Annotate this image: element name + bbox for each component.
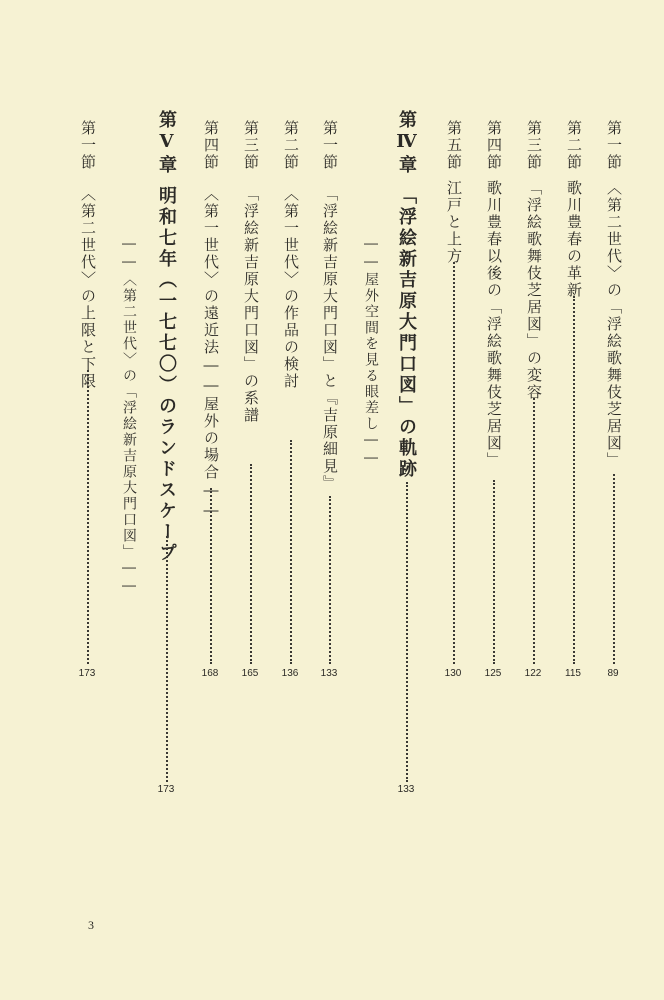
page-number: 136 bbox=[281, 668, 299, 679]
entry-title: 「浮絵新吉原大門口図」と『吉原細見』 bbox=[321, 186, 339, 492]
dot-leader bbox=[210, 488, 212, 664]
dot-leader bbox=[406, 482, 408, 782]
entry-label: 第四節 bbox=[485, 120, 503, 171]
dot-leader bbox=[329, 496, 331, 664]
chapter-subtitle: ――屋外空間を見る眼差し―― bbox=[363, 236, 379, 468]
dot-leader bbox=[290, 440, 292, 664]
entry-label: 第四節 bbox=[202, 120, 220, 171]
entry-title: 〈第一世代〉の遠近法――屋外の場合―― bbox=[202, 186, 220, 521]
dot-leader bbox=[166, 536, 168, 782]
dot-leader bbox=[613, 474, 615, 664]
entry-title: 「浮絵新吉原大門口図」の系譜 bbox=[242, 186, 260, 424]
dot-leader bbox=[453, 262, 455, 664]
entry-title: 歌川豊春の革新 bbox=[565, 180, 583, 299]
page-number: 168 bbox=[201, 668, 219, 679]
entry-label: 第一節 bbox=[321, 120, 339, 171]
dot-leader bbox=[533, 398, 535, 664]
entry-title: 〈第二世代〉の「浮絵歌舞伎芝居図」 bbox=[605, 180, 623, 469]
page-number: 173 bbox=[157, 784, 175, 795]
folio-page-number: 3 bbox=[88, 918, 94, 932]
chapter-subtitle: ――〈第二世代〉の「浮絵新吉原大門口図」―― bbox=[121, 236, 137, 596]
entry-title: 歌川豊春以後の「浮絵歌舞伎芝居図」 bbox=[485, 180, 503, 469]
entry-label: 第二節 bbox=[565, 120, 583, 171]
chapter-title: 「浮絵新吉原大門口図」の軌跡 bbox=[396, 186, 417, 480]
entry-title: 〈第二世代〉の上限と下限 bbox=[79, 186, 97, 390]
page-number: 89 bbox=[607, 668, 619, 679]
chapter-label: 第Ⅴ章 bbox=[156, 110, 177, 176]
page-number: 122 bbox=[524, 668, 542, 679]
dot-leader bbox=[87, 370, 89, 664]
entry-label: 第二節 bbox=[282, 120, 300, 171]
page-number: 115 bbox=[565, 668, 581, 679]
page-number: 125 bbox=[484, 668, 502, 679]
entry-title: 江戸と上方 bbox=[445, 180, 463, 265]
dot-leader bbox=[250, 464, 252, 664]
page-number: 165 bbox=[241, 668, 259, 679]
chapter-label: 第Ⅳ章 bbox=[396, 110, 417, 176]
entry-title: 「浮絵歌舞伎芝居図」の変容 bbox=[525, 180, 543, 401]
entry-label: 第一節 bbox=[605, 120, 623, 171]
entry-label: 第三節 bbox=[242, 120, 260, 171]
page-number: 133 bbox=[320, 668, 338, 679]
page-number: 130 bbox=[444, 668, 462, 679]
chapter-title: 明和七年（一七七〇）のランドスケープ bbox=[156, 186, 177, 564]
dot-leader bbox=[573, 296, 575, 664]
page-number: 133 bbox=[397, 784, 415, 795]
dot-leader bbox=[493, 480, 495, 664]
entry-label: 第五節 bbox=[445, 120, 463, 171]
entry-label: 第三節 bbox=[525, 120, 543, 171]
entry-label: 第一節 bbox=[79, 120, 97, 171]
page-number: 173 bbox=[78, 668, 96, 679]
entry-title: 〈第一世代〉の作品の検討 bbox=[282, 186, 300, 390]
